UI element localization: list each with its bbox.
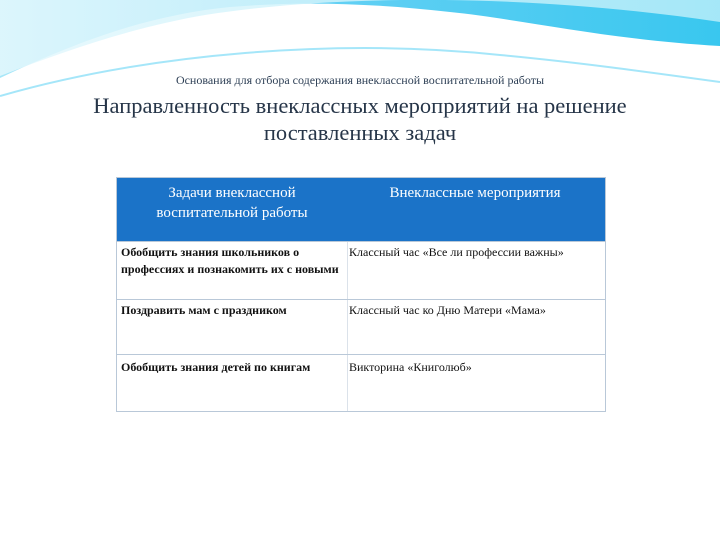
table-header-tasks: Задачи внеклассной воспитательной работы <box>156 185 308 221</box>
task-cell: Поздравить мам с праздником <box>121 303 287 317</box>
slide-title-line-1: Направленность внеклассных мероприятий на решение <box>93 93 627 118</box>
task-cell: Обобщить знания школьников о профессиях и познакомить их с новыми <box>121 245 339 276</box>
table-row <box>117 299 605 355</box>
activities-table <box>116 177 606 412</box>
table-header-activities: Внеклассные мероприятия <box>389 185 561 201</box>
activity-cell: Классный час ко Дню Матери «Мама» <box>349 303 546 317</box>
table-header-row <box>117 178 605 241</box>
activity-cell: Классный час «Все ли профессии важны» <box>349 245 564 259</box>
slide-title <box>40 92 680 146</box>
table-row <box>117 354 605 412</box>
activity-cell: Викторина «Книголюб» <box>349 360 472 374</box>
task-cell: Обобщить знания детей по книгам <box>121 360 311 374</box>
slide-title-line-2: поставленных задач <box>263 120 457 145</box>
slide-subtitle: Основания для отбора содержания внеклассной воспитательной работы <box>175 73 545 87</box>
table-row <box>117 241 605 300</box>
